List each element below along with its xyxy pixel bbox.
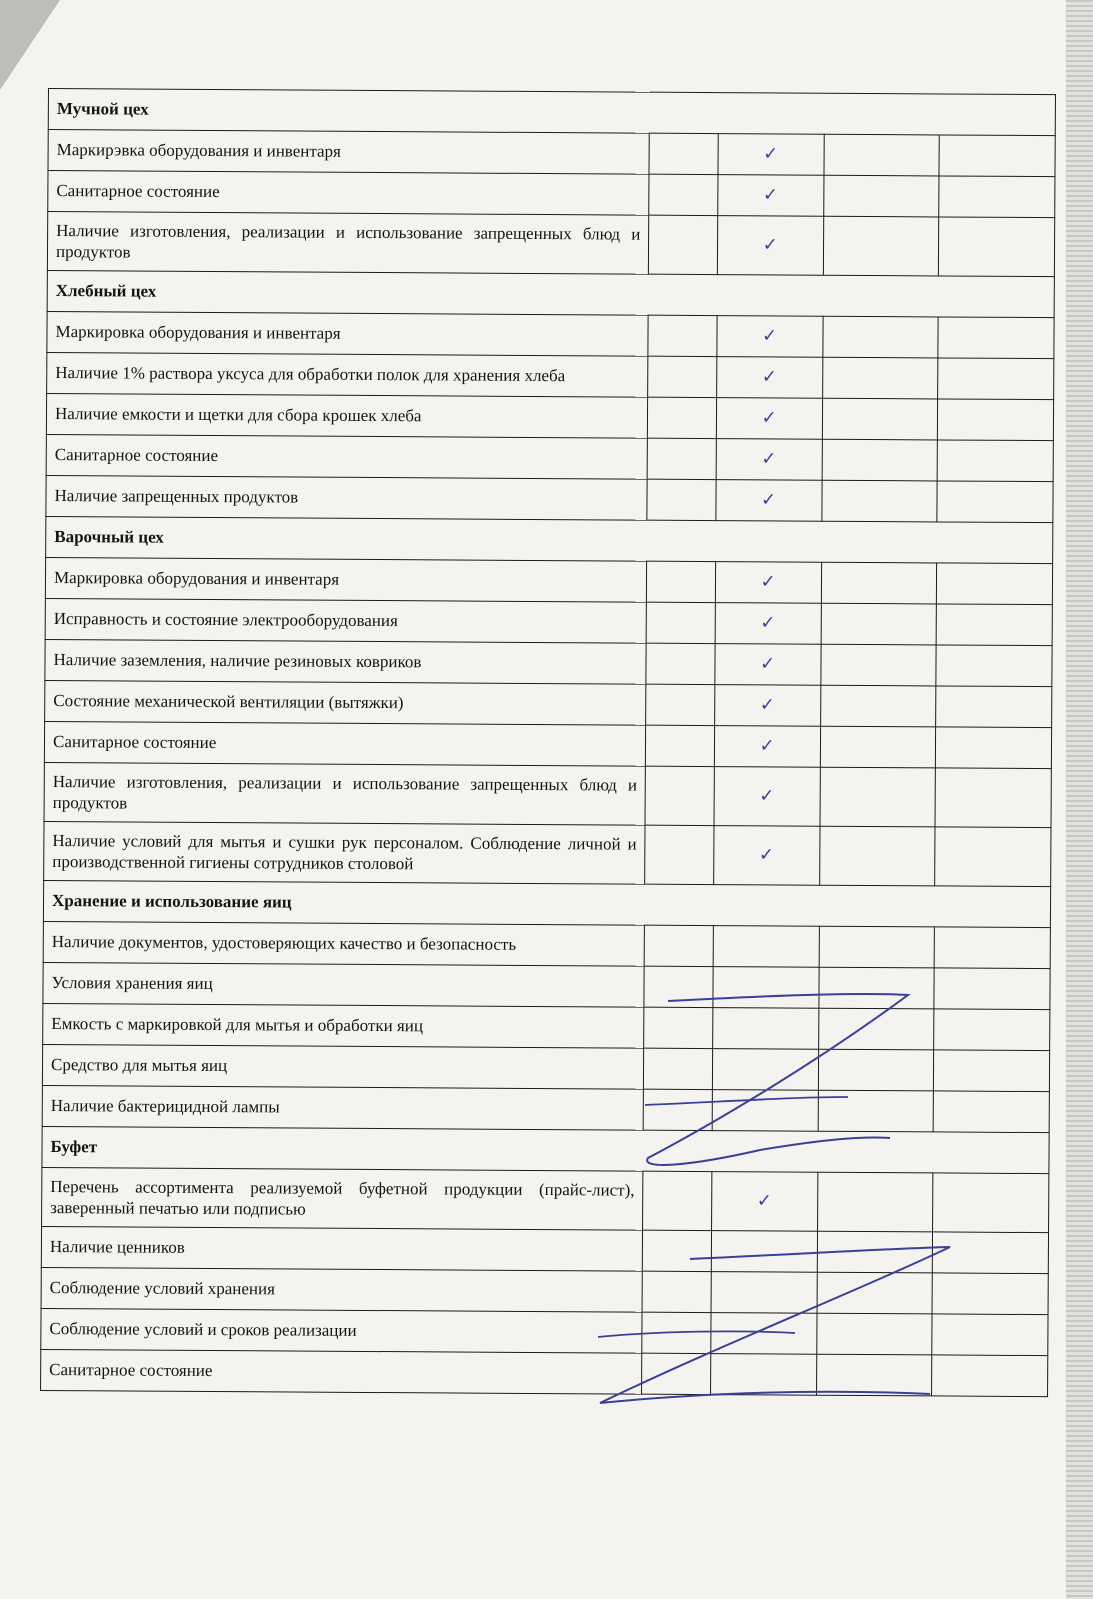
answer-cell-c1	[648, 397, 717, 438]
criterion-label: Санитарное состояние	[46, 434, 648, 479]
answer-cell-c1	[646, 643, 715, 684]
answer-cell-c4	[934, 927, 1050, 969]
answer-cell-c1	[643, 1230, 712, 1271]
inspection-checklist-table	[40, 88, 1056, 1397]
section-title: Мучной цех	[48, 89, 1055, 136]
answer-cell-c1	[648, 356, 717, 397]
answer-cell-c1	[643, 1171, 712, 1230]
answer-cell-c4	[935, 827, 1051, 887]
answer-cell-c1	[647, 438, 716, 479]
check-mark-icon: ✓	[759, 694, 775, 716]
answer-cell-c2	[716, 316, 822, 358]
check-mark-icon: ✓	[760, 571, 776, 593]
criterion-label: Соблюдение условий хранения	[41, 1267, 643, 1312]
answer-cell-c1	[644, 1048, 713, 1089]
answer-cell-c3	[821, 603, 937, 645]
checklist-row	[48, 130, 1055, 177]
answer-cell-c2	[712, 1008, 818, 1050]
criterion-label: Емкость с маркировкой для мытья и обработки яиц	[43, 1003, 645, 1048]
answer-cell-c4	[936, 604, 1052, 646]
check-mark-icon: ✓	[761, 366, 777, 388]
checklist-row	[41, 1349, 1048, 1396]
answer-cell-c2	[711, 1231, 817, 1273]
section-header-row	[48, 89, 1055, 136]
answer-cell-c3	[822, 357, 938, 399]
criterion-label: Маркировка оборудования и инвентаря	[45, 557, 647, 602]
criterion-label: Наличие заземления, наличие резиновых ковриков	[45, 639, 647, 684]
criterion-label: Санитарное состояние	[48, 171, 650, 216]
section-header-row	[42, 1126, 1049, 1173]
answer-cell-c1	[645, 766, 714, 825]
answer-cell-c1	[647, 479, 716, 520]
criterion-label: Наличие документов, удостоверяющих качество и безопасность	[43, 921, 645, 966]
criterion-label: Маркировка оборудования и инвентаря	[47, 311, 649, 356]
checklist-row	[46, 475, 1053, 522]
answer-cell-c1	[642, 1271, 711, 1312]
criterion-label: Состояние механической вентиляции (вытяжки)	[45, 680, 647, 725]
answer-cell-c1	[643, 1089, 712, 1130]
answer-cell-c1	[646, 602, 715, 643]
criterion-label: Наличие емкости и щетки для сбора крошек хлеба	[46, 393, 648, 438]
answer-cell-c4	[939, 135, 1055, 177]
answer-cell-c1	[649, 174, 718, 215]
criterion-label: Маркирэвка оборудования и инвентаря	[48, 130, 650, 175]
answer-cell-c4	[939, 217, 1055, 277]
answer-cell-c3	[816, 1354, 932, 1396]
answer-cell-c1	[646, 684, 715, 725]
answer-cell-c2	[714, 685, 820, 727]
checklist-row	[44, 721, 1051, 768]
answer-cell-c4	[938, 317, 1054, 359]
answer-cell-c2	[712, 967, 818, 1009]
answer-cell-c3	[818, 1008, 934, 1050]
criterion-label: Наличие 1% раствора уксуса для обработки полок для хранения хлеба	[47, 352, 649, 397]
section-header-row	[47, 270, 1054, 317]
answer-cell-c2	[710, 1354, 816, 1396]
section-title: Варочный цех	[46, 516, 1053, 563]
answer-cell-c3	[819, 926, 935, 968]
answer-cell-c4	[934, 1050, 1050, 1092]
answer-cell-c3	[818, 1090, 934, 1132]
answer-cell-c4	[933, 1091, 1049, 1133]
check-mark-icon: ✓	[756, 1190, 772, 1212]
check-mark-icon: ✓	[759, 735, 775, 757]
answer-cell-c4	[938, 358, 1054, 400]
paper-edge	[1066, 0, 1093, 1599]
answer-cell-c3	[824, 134, 940, 176]
answer-cell-c2	[717, 216, 823, 276]
checklist-row	[43, 1003, 1050, 1050]
answer-cell-c2	[711, 1172, 817, 1232]
criterion-label: Наличие ценников	[41, 1226, 643, 1271]
answer-cell-c4	[933, 1232, 1049, 1274]
answer-cell-c2	[711, 1272, 817, 1314]
answer-cell-c1	[644, 966, 713, 1007]
checklist-row	[45, 680, 1052, 727]
checklist-row	[42, 1085, 1049, 1132]
answer-cell-c3	[821, 480, 937, 522]
answer-cell-c4	[932, 1314, 1048, 1356]
criterion-label: Наличие условий для мытья и сушки рук персоналом. Соблюдение личной и производственной гигиены сотрудников столовой	[44, 821, 646, 884]
check-mark-icon: ✓	[762, 234, 778, 256]
check-mark-icon: ✓	[761, 325, 778, 347]
criterion-label: Перечень ассортимента реализуемой буфетной продукции (прайс-лист), заверенный печатью или подписью	[42, 1167, 644, 1230]
check-mark-icon: ✓	[761, 448, 777, 470]
answer-cell-c1	[648, 315, 717, 356]
answer-cell-c4	[933, 1173, 1049, 1233]
answer-cell-c2	[714, 644, 820, 686]
checklist-row	[45, 639, 1052, 686]
check-mark-icon: ✓	[763, 143, 779, 165]
checklist-row	[46, 393, 1053, 440]
answer-cell-c3	[817, 1172, 933, 1232]
answer-cell-c3	[822, 316, 938, 358]
answer-cell-c4	[937, 563, 1053, 605]
answer-cell-c4	[938, 399, 1054, 441]
answer-cell-c2	[714, 726, 820, 768]
answer-cell-c2	[710, 1313, 816, 1355]
check-mark-icon: ✓	[759, 653, 776, 675]
checklist-row	[47, 212, 1054, 277]
answer-cell-c2	[716, 398, 822, 440]
answer-cell-c3	[820, 767, 936, 827]
checklist-row	[47, 311, 1054, 358]
criterion-label: Санитарное состояние	[44, 721, 646, 766]
answer-cell-c2	[715, 603, 821, 645]
answer-cell-c3	[817, 1231, 933, 1273]
answer-cell-c3	[817, 1272, 933, 1314]
answer-cell-c2	[713, 826, 819, 886]
checklist-row	[44, 821, 1051, 886]
checklist-row	[42, 1044, 1049, 1091]
answer-cell-c3	[822, 398, 938, 440]
checklist-row	[41, 1308, 1048, 1355]
checklist-row	[42, 1167, 1049, 1232]
answer-cell-c1	[646, 725, 715, 766]
answer-cell-c3	[816, 1313, 932, 1355]
answer-cell-c2	[716, 357, 822, 399]
answer-cell-c3	[820, 685, 936, 727]
section-title: Хлебный цех	[47, 270, 1054, 317]
answer-cell-c1	[642, 1353, 711, 1394]
criterion-label: Наличие изготовления, реализации и использование запрещенных блюд и продуктов	[47, 212, 649, 275]
answer-cell-c2	[715, 562, 821, 604]
answer-cell-c4	[936, 645, 1052, 687]
checklist-row	[44, 762, 1051, 827]
answer-cell-c2	[713, 926, 819, 968]
answer-cell-c2	[718, 134, 824, 176]
check-mark-icon: ✓	[761, 407, 777, 429]
answer-cell-c3	[820, 644, 936, 686]
criterion-label: Средство для мытья яиц	[42, 1044, 644, 1089]
answer-cell-c4	[932, 1355, 1048, 1397]
answer-cell-c3	[819, 967, 935, 1009]
answer-cell-c1	[649, 215, 718, 274]
answer-cell-c2	[714, 767, 820, 827]
criterion-label: Санитарное состояние	[41, 1349, 643, 1394]
criterion-label: Исправность и состояние электрооборудования	[45, 598, 647, 643]
answer-cell-c3	[819, 826, 935, 886]
answer-cell-c2	[717, 175, 823, 217]
answer-cell-c2	[716, 439, 822, 481]
answer-cell-c1	[647, 561, 716, 602]
answer-cell-c4	[937, 440, 1053, 482]
answer-cell-c4	[934, 968, 1050, 1010]
checklist-row	[46, 434, 1053, 481]
checklist-row	[43, 962, 1050, 1009]
criterion-label: Наличие бактерицидной лампы	[42, 1085, 644, 1130]
answer-cell-c1	[645, 825, 714, 884]
answer-cell-c3	[823, 175, 939, 217]
answer-cell-c4	[936, 727, 1052, 769]
section-header-row	[46, 516, 1053, 563]
answer-cell-c2	[715, 480, 821, 522]
answer-cell-c4	[936, 686, 1052, 728]
check-mark-icon: ✓	[760, 489, 777, 511]
section-header-row	[43, 880, 1050, 927]
checklist-row	[45, 598, 1052, 645]
answer-cell-c3	[823, 216, 939, 276]
checklist-row	[41, 1267, 1048, 1314]
answer-cell-c4	[939, 176, 1055, 218]
checklist-row	[45, 557, 1052, 604]
criterion-label: Наличие запрещенных продуктов	[46, 475, 648, 520]
answer-cell-c1	[644, 925, 713, 966]
answer-cell-c3	[820, 726, 936, 768]
checklist-row	[47, 352, 1054, 399]
answer-cell-c3	[821, 562, 937, 604]
answer-cell-c3	[822, 439, 938, 481]
checklist-row	[48, 171, 1055, 218]
paper-corner	[0, 0, 60, 90]
checklist-row	[43, 921, 1050, 968]
answer-cell-c4	[937, 481, 1053, 523]
answer-cell-c4	[935, 768, 1051, 828]
criterion-label: Наличие изготовления, реализации и использование запрещенных блюд и продуктов	[44, 762, 646, 825]
answer-cell-c2	[712, 1049, 818, 1091]
answer-cell-c4	[932, 1273, 1048, 1315]
check-mark-icon: ✓	[758, 844, 775, 866]
check-mark-icon: ✓	[759, 785, 775, 807]
checklist-row	[41, 1226, 1048, 1273]
check-mark-icon: ✓	[760, 612, 776, 634]
answer-cell-c3	[818, 1049, 934, 1091]
check-mark-icon: ✓	[762, 184, 779, 206]
answer-cell-c1	[649, 133, 718, 174]
criterion-label: Условия хранения яиц	[43, 962, 645, 1007]
answer-cell-c1	[644, 1007, 713, 1048]
answer-cell-c1	[642, 1312, 711, 1353]
answer-cell-c2	[712, 1090, 818, 1132]
section-title: Хранение и использование яиц	[43, 880, 1050, 927]
answer-cell-c4	[934, 1009, 1050, 1051]
section-title: Буфет	[42, 1126, 1049, 1173]
criterion-label: Соблюдение условий и сроков реализации	[41, 1308, 643, 1353]
